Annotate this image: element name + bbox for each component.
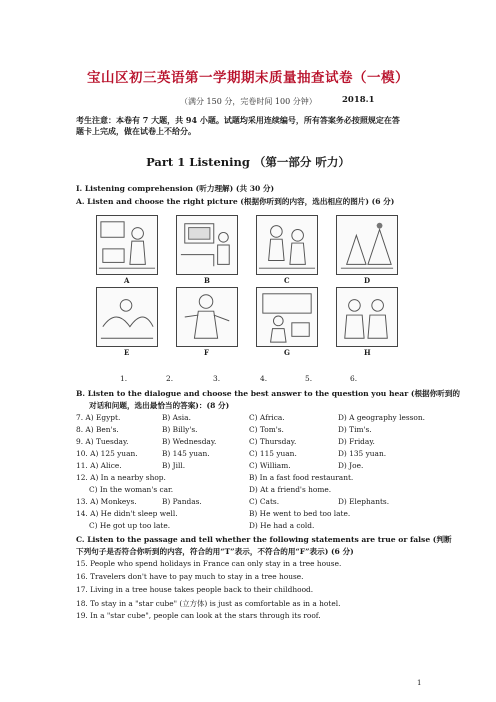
exam-meta: （满分 150 分，完卷时间 100 分钟） <box>180 97 317 106</box>
answer-number: 4. <box>260 374 268 383</box>
question-option: D) Elephants. <box>338 497 390 506</box>
question-option: D) He had a cold. <box>249 521 315 530</box>
statement: 19. In a "star cube", people can look at the stars through its roof. <box>76 611 321 620</box>
question-option: C) 115 yuan. <box>249 449 297 458</box>
section-c-heading: C. Listen to the passage and tell whether the following statements are true or false (判断 <box>76 535 452 544</box>
picture-b <box>176 215 238 275</box>
page-number: 1 <box>417 679 422 687</box>
picture-h <box>336 287 398 347</box>
question-option: D) A geography lesson. <box>338 413 425 422</box>
question-option: 8. A) Ben's. <box>76 425 119 434</box>
question-option: 10. A) 125 yuan. <box>76 449 138 458</box>
question-option: C) Tom's. <box>249 425 284 434</box>
notice-line-2: 题卡上完成，做在试卷上不给分。 <box>76 126 196 136</box>
question-option: 7. A) Egypt. <box>76 413 121 422</box>
question-option: C) Africa. <box>249 413 285 422</box>
question-option: D) Tim's. <box>338 425 372 434</box>
label-d: D <box>364 276 371 285</box>
question-option: 9. A) Tuesday. <box>76 437 129 446</box>
question-option: D) 135 yuan. <box>338 449 387 458</box>
question-option: C) He got up too late. <box>89 521 171 530</box>
exam-year: 2018.1 <box>342 95 375 105</box>
answer-number: 6. <box>350 374 358 383</box>
question-option: D) At a friend's home. <box>249 485 332 494</box>
label-g: G <box>284 348 290 357</box>
question-option: 11. A) Alice. <box>76 461 122 470</box>
question-option: B) 145 yuan. <box>162 449 210 458</box>
notice-line-1: 考生注意：本卷有 7 大题，共 94 小题。试题均采用连续编号，所有答案务必按照规定在答 <box>76 115 400 125</box>
picture-grid <box>96 215 400 357</box>
statement: 15. People who spend holidays in France can only stay in a tree house. <box>76 559 342 568</box>
section-a-heading: A. Listen and choose the right picture (根据你听到的内容，选出相应的图片) (6 分) <box>76 197 395 206</box>
question-option: C) In the woman's car. <box>89 485 174 494</box>
picture-e <box>96 287 158 347</box>
answer-number: 5. <box>305 374 313 383</box>
statement: 18. To stay in a "star cube" (立方体) is just as comfortable as in a hotel. <box>76 599 341 608</box>
picture-c <box>256 215 318 275</box>
section-b-heading-cont: 对话和问题，选出最恰当的答案)：(8 分) <box>89 401 230 410</box>
statement: 17. Living in a tree house takes people back to their childhood. <box>76 585 314 594</box>
question-option: B) Wednesday. <box>162 437 217 446</box>
section-b-heading: B. Listen to the dialogue and choose the best answer to the question you hear (根据你听到的 <box>76 389 461 398</box>
question-option: 14. A) He didn't sleep well. <box>76 509 178 518</box>
picture-d <box>336 215 398 275</box>
label-f: F <box>204 348 209 357</box>
answer-number: 3. <box>213 374 221 383</box>
question-option: C) William. <box>249 461 291 470</box>
exam-title: 宝山区初三英语第一学期期末质量抽查试卷（一模） <box>87 70 409 86</box>
question-option: 12. A) In a nearby shop. <box>76 473 166 482</box>
picture-a <box>96 215 158 275</box>
label-b: B <box>204 276 210 285</box>
question-option: B) In a fast food restaurant. <box>249 473 354 482</box>
label-a: A <box>124 276 130 285</box>
picture-f <box>176 287 238 347</box>
label-e: E <box>124 348 130 357</box>
answer-number: 1. <box>120 374 128 383</box>
question-option: B) Jill. <box>162 461 186 470</box>
question-option: C) Cats. <box>249 497 280 506</box>
question-option: D) Friday. <box>338 437 375 446</box>
question-option: C) Thursday. <box>249 437 297 446</box>
question-option: 13. A) Monkeys. <box>76 497 137 506</box>
question-option: D) Joe. <box>338 461 364 470</box>
question-option: B) Pandas. <box>162 497 202 506</box>
picture-g <box>256 287 318 347</box>
question-option: B) He went to bed too late. <box>249 509 351 518</box>
label-h: H <box>364 348 371 357</box>
question-option: B) Billy's. <box>162 425 198 434</box>
section-c-heading-cont: 下列句子是否符合你听到的内容，符合的用“T”表示，不符合的用“F”表示) (6 分) <box>76 547 354 556</box>
section-i-heading: I. Listening comprehension (听力理解) (共 30 分) <box>76 184 275 193</box>
statement: 16. Travelers don't have to pay much to stay in a tree house. <box>76 572 304 581</box>
label-c: C <box>284 276 290 285</box>
question-option: B) Asia. <box>162 413 191 422</box>
answer-number: 2. <box>166 374 174 383</box>
part-heading: Part 1 Listening （第一部分 听力） <box>146 155 350 169</box>
